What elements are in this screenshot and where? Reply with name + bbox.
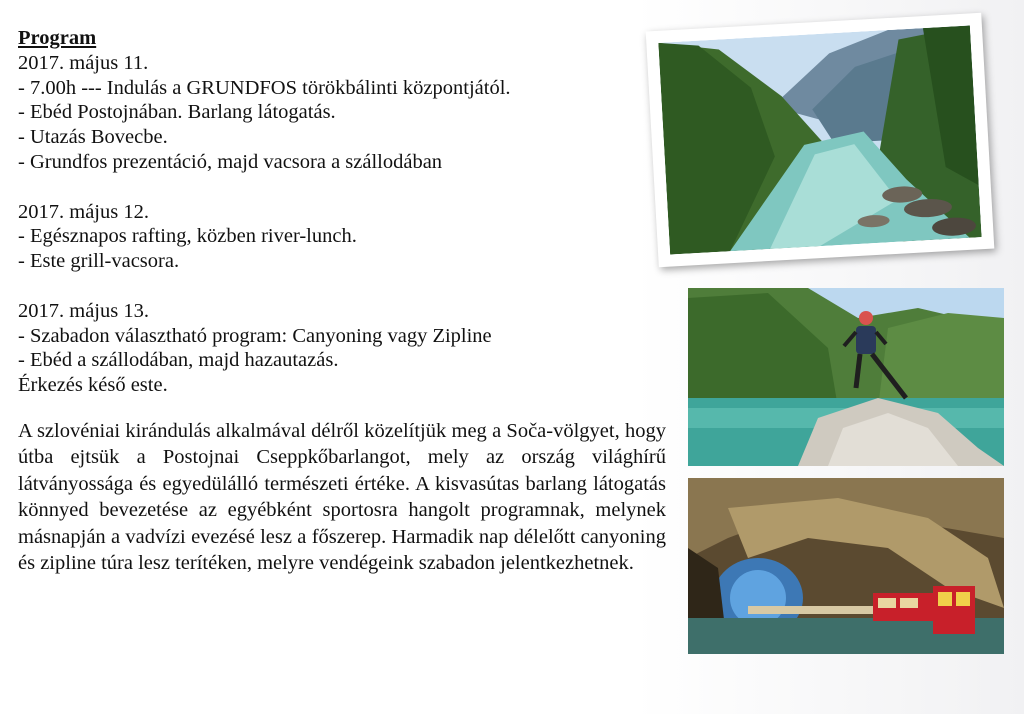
- person-jumping-on-rock-photo: [688, 288, 1004, 466]
- cave-train-photo: [688, 478, 1004, 654]
- day2-date: 2017. május 12.: [18, 200, 149, 223]
- day1-item: - Utazás Bovecbe.: [18, 126, 168, 149]
- day1-date: 2017. május 11.: [18, 51, 149, 74]
- program-text: [18, 26, 666, 577]
- day1-item: - Ebéd Postojnában. Barlang látogatás.: [18, 101, 336, 124]
- day1-item: - Grundfos prezentáció, majd vacsora a szállodában: [18, 150, 443, 173]
- day3-item: - Szabadon választható program: Canyoning vagy Zipline: [18, 324, 492, 347]
- day3-closing: Érkezés késő este.: [18, 374, 168, 397]
- river-valley-photo: [658, 25, 981, 254]
- program-title: Program: [18, 27, 97, 49]
- day2-item: - Este grill-vacsora.: [18, 250, 180, 273]
- day3-date: 2017. május 13.: [18, 299, 149, 322]
- description-paragraph: A szlovéniai kirándulás alkalmával délről közelítjük meg a Soča-völgyet, hogy útba ejtsük a Postojnai Cseppkőbarlangot, mely az ország világhírű látványossága és egyedülálló természeti értéke. A kisvasútas barlang látogatás könnyed bevezetése az egyébként sportosra hangolt programnak, melynek másnapján a vadvízi evezésé lesz a főszerep. Harmadik nap délelőtt canyoning és zipline túra lesz terítéken, melyre vendégeink szabadon jelentkezhetnek.: [18, 419, 666, 575]
- polaroid-frame: [646, 13, 995, 267]
- day3-item: - Ebéd a szállodában, majd hazautazás.: [18, 349, 339, 372]
- day2-item: - Egésznapos rafting, közben river-lunch.: [18, 225, 357, 248]
- day1-item: - 7.00h --- Indulás a GRUNDFOS törökbálinti központjától.: [18, 76, 511, 99]
